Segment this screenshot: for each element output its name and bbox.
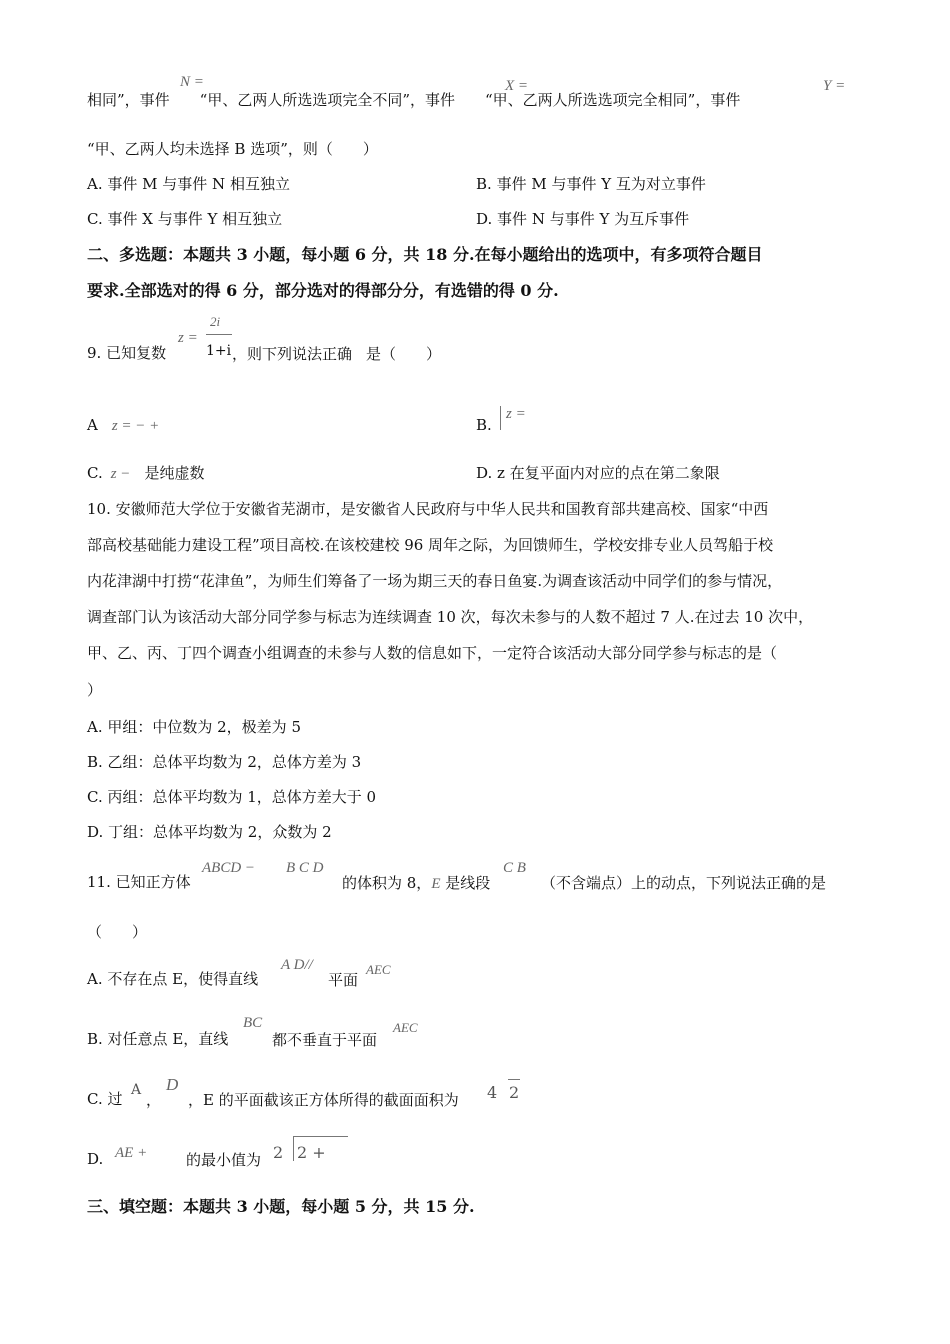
q11-option-b: B. 对任意点 E，直线: [87, 1030, 229, 1048]
q10-line-2: 部高校基础能力建设工程”项目高校.在该校建校 96 周年之际，为回馈师生，学校安排专业人员驾船于校: [87, 536, 774, 554]
section2-heading-line-2: 要求.全部选对的得 6 分，部分选对的得部分分，有选错的得 0 分.: [87, 281, 559, 300]
q9-abs-bar: [500, 406, 501, 430]
q11-option-c-post: ，E 的平面截该正方体所得的截面面积为: [188, 1091, 459, 1109]
q9-fraction-numerator: 2i: [210, 314, 221, 329]
q8-text-a: 相同”，事件: [87, 91, 170, 109]
section2-heading-line-1: 二、多选题：本题共 3 小题，每小题 6 分，共 18 分.在每小题给出的选项中，有多项符合题目: [87, 245, 763, 264]
q9-fraction-denominator: 1+i: [206, 343, 232, 359]
q11-cube-name-a: ABCD −: [202, 860, 256, 876]
math-x-symbol: X =: [505, 78, 529, 94]
q11-stem-label: 11. 已知正方体: [87, 873, 191, 891]
q11-cube-name-b: B C D: [286, 860, 324, 876]
q10-line-5: 甲、乙、丙、丁四个调查小组调查的未参与人数的信息如下，一定符合该活动大部分同学参与标志的是（: [87, 644, 778, 662]
section3-heading: 三、填空题：本题共 3 小题，每小题 5 分，共 15 分.: [87, 1197, 475, 1216]
q11-option-b-mid: 都不垂直于平面: [272, 1031, 378, 1049]
q11-option-b-plane: AEC: [393, 1020, 418, 1035]
q11-stem-mid: 的体积为 8，E 是线段: [342, 874, 491, 892]
q10-line-1: 10. 安徽师范大学位于安徽省芜湖市，是安徽省人民政府与中华人民共和国教育部共建高校、国家“中西: [87, 500, 769, 518]
q11-option-d-value-coef: 2: [273, 1143, 284, 1162]
q11-option-c-point-a: A: [131, 1082, 142, 1098]
q9-option-b: B.: [476, 416, 492, 434]
q11-option-d-value-rad: 2 +: [297, 1143, 326, 1162]
q11-option-d-sqrt-bar: [293, 1136, 348, 1137]
q8-text-b: “甲、乙两人所选选项完全不同”，事件: [199, 91, 456, 109]
q10-option-a: A. 甲组：中位数为 2，极差为 5: [87, 718, 301, 736]
q10-option-b: B. 乙组：总体平均数为 2，总体方差为 3: [87, 753, 362, 771]
q11-option-d: D.: [87, 1150, 104, 1168]
q10-line-6: ）: [87, 681, 103, 699]
q8-option-b: B. 事件 M 与事件 Y 互为对立事件: [476, 175, 706, 193]
q9-stem-text: ，则下列说法正确 是（ ）: [232, 345, 442, 363]
q11-option-d-post: 的最小值为: [186, 1151, 262, 1169]
q10-line-3: 内花津湖中打捞“花津鱼”，为师生们筹备了一场为期三天的春日鱼宴.为调查该活动中同学们的参与情况，: [87, 572, 783, 590]
q11-option-c-comma: ，: [146, 1091, 162, 1109]
q9-z-equals: z =: [178, 330, 198, 346]
q11-option-a-mid: 平面: [328, 971, 359, 989]
q8-text-c: “甲、乙两人所选选项完全相同”，事件: [485, 91, 741, 109]
q11-option-b-math: BC: [243, 1015, 263, 1031]
q11-paren: （ ）: [87, 923, 148, 941]
q10-line-4: 调查部门认为该活动大部分同学参与标志为连续调查 10 次，每次未参与的人数不超过 7 人.在过去 10 次中，: [87, 608, 814, 626]
q11-option-c: C. 过: [87, 1090, 123, 1108]
q10-option-d: D. 丁组：总体平均数为 2，众数为 2: [87, 823, 332, 841]
q11-option-a-plane: AEC: [366, 962, 391, 977]
q8-option-d: D. 事件 N 与事件 Y 为互斥事件: [476, 210, 690, 228]
q8-line-2: “甲、乙两人均未选择 B 选项”，则（ ）: [87, 140, 378, 158]
q11-option-d-sqrt-stem: [293, 1137, 294, 1161]
q11-option-c-point-d: D: [166, 1075, 179, 1094]
q8-option-c: C. 事件 X 与事件 Y 相互独立: [87, 210, 283, 228]
q10-option-c: C. 丙组：总体平均数为 1，总体方差大于 0: [87, 788, 377, 806]
q11-option-a: A. 不存在点 E，使得直线: [87, 970, 259, 988]
q9-option-a: A z = − +: [87, 416, 160, 434]
q11-option-c-value-coef: 4: [487, 1083, 498, 1102]
math-n-symbol: N =: [180, 74, 204, 90]
math-y-symbol: Y =: [823, 78, 846, 94]
q8-option-a: A. 事件 M 与事件 N 相互独立: [87, 175, 290, 193]
q11-option-d-math: AE +: [115, 1145, 148, 1161]
q11-segment: C B: [503, 860, 526, 876]
q9-option-c: C. z − 是纯虚数: [87, 464, 205, 482]
q9-stem-label: 9. 已知复数: [87, 344, 167, 362]
q9-fraction-bar: [206, 334, 232, 335]
q11-option-c-value-rad: 2: [509, 1083, 520, 1102]
q9-option-d: D. z 在复平面内对应的点在第二象限: [476, 464, 720, 482]
q9-option-b-math: z =: [506, 406, 526, 422]
q11-option-c-sqrt-bar: [508, 1079, 520, 1080]
q11-option-a-math: A D//: [281, 957, 313, 973]
q11-stem-post: （不含端点）上的动点，下列说法正确的是: [541, 874, 827, 892]
q8-line-1: [87, 90, 740, 110]
